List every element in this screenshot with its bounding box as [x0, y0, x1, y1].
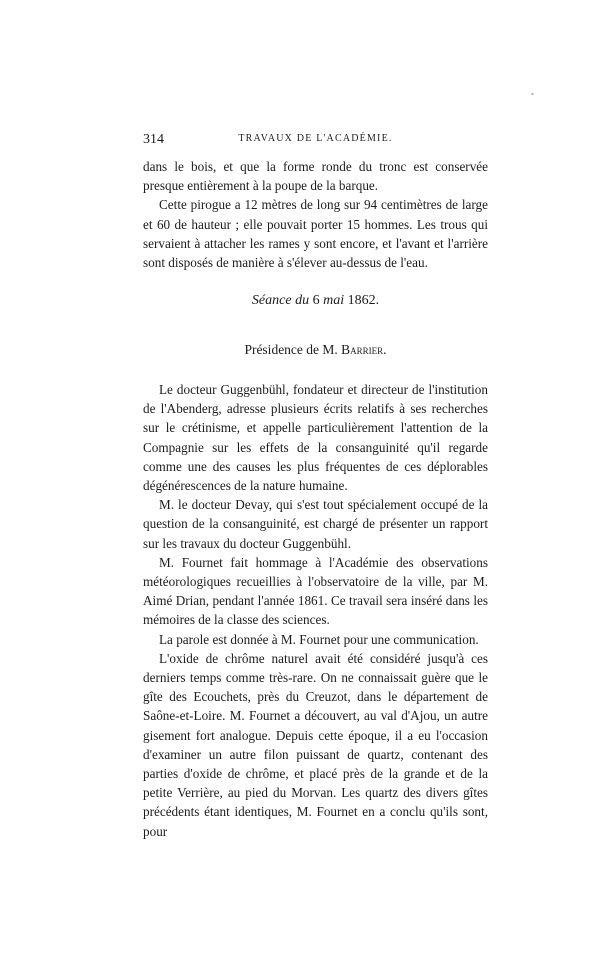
paragraph-pirogue: Cette pirogue a 12 mètres de long sur 94 centimètres de large et 60 de hauteur ; elle pouvait porter 15 hommes. Les trous qui servaient à attacher les rames y sont encore, et l'avant et l'arrière sont disposés de manière à s'élever au-dessus de l'eau. [143, 197, 488, 271]
paragraph-continuation: dans le bois, et que la forme ronde du tronc est conservée presque entièrement à la poupe de la barque. [143, 159, 488, 194]
paragraph-fournet-hommage: M. Fournet fait hommage à l'Académie des observations météorologiques recueillies à l'observatoire de la ville, par M. Aimé Drian, pendant l'année 1861. Ce travail sera inséré dans les mémoires de la classe des sciences. [143, 554, 488, 628]
paper-speck [531, 93, 534, 95]
page-number: 314 [143, 132, 164, 147]
session-month: mai [323, 293, 345, 308]
paragraph-guggenbuhl: Le docteur Guggenbühl, fondateur et directeur de l'institution de l'Abenderg, adresse plusieurs écrits relatifs à ses recherches sur le crétinisme, et appelle particulièrement l'attention de la Compagnie sur les effets de la consanguinité qu'il regarde comme une des causes les plus fréquentes de ces déplorables dégénérescences de la nature humaine. [143, 382, 488, 494]
session-year: 1862. [347, 293, 380, 308]
page-header [143, 132, 488, 148]
paragraph-oxide-chrome: L'oxide de chrôme naturel avait été considéré jusqu'à ces derniers temps comme très-rare. On ne connaissait guère que le gîte des Ecouchets, près du Creuzot, dans le département de Saône-et-Loire. M. Fournet a découvert, au val d'Ajou, un autre gisement fort analogue. Depuis cette époque, il a eu l'occasion d'examiner un autre filon puissant de quartz, contenant des parties d'oxide de chrôme, et placé près de la grande et de la petite Verrière, au pied du Morvan. Les quartz des divers gîtes précédents étant identiques, M. Fournet en a conclu qu'ils sont, pour [143, 650, 488, 839]
session-prefix: Séance du [251, 293, 310, 308]
running-title: TRAVAUX DE L'ACADÉMIE. [238, 133, 393, 144]
session-minutes [143, 380, 488, 841]
paragraph-devay: M. le docteur Devay, qui s'est tout spécialement occupé de la question de la consanguinité, est chargé de présenter un rapport sur les travaux du docteur Guggenbühl. [143, 497, 488, 551]
continued-text [143, 157, 488, 272]
session-day: 6 [312, 293, 320, 308]
president-name: Barrier. [341, 342, 387, 357]
presidency-heading [143, 342, 488, 358]
presidency-prefix: Présidence de M. [244, 342, 338, 357]
paragraph-parole: La parole est donnée à M. Fournet pour une communication. [159, 631, 479, 647]
session-heading [143, 293, 488, 309]
